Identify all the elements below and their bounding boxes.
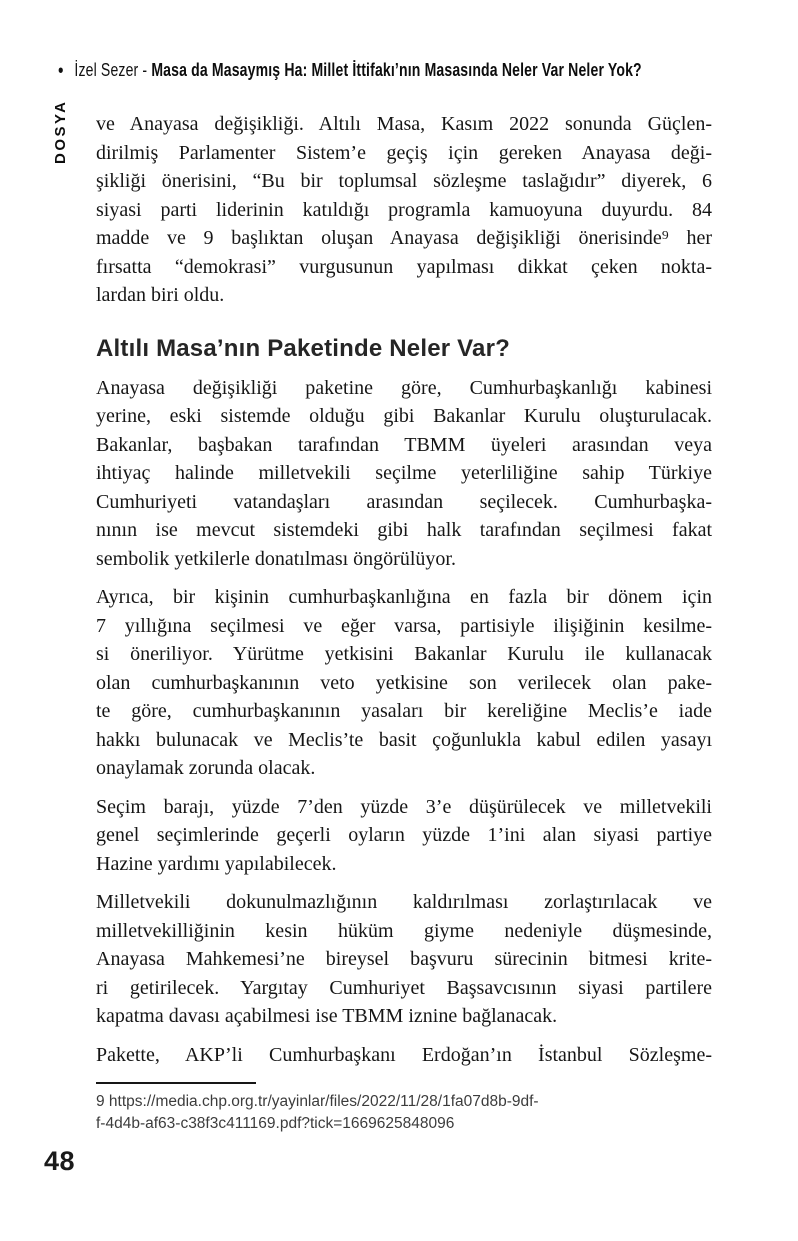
text-line: te göre, cumhurbaşkanının yasaları bir kereliğine Meclis’e iade [96, 700, 712, 722]
article-body [96, 110, 712, 1145]
body-paragraph [96, 888, 712, 1031]
text-line: sembolik yetkilerle donatılması öngörülüyor. [96, 547, 456, 570]
text-line: Anayasa Mahkemesi’ne bireysel başvuru sürecinin bitmesi krite- [96, 948, 712, 970]
footnote-divider [96, 1082, 256, 1084]
body-paragraph [96, 1041, 712, 1070]
text-line: kapatma davası açabilmesi ise TBMM iznine bağlanacak. [96, 1005, 558, 1027]
text-line: Pakette, AKP’li Cumhurbaşkanı Erdoğan’ın İstanbul Sözleşme- [96, 1043, 712, 1066]
text-line: dirilmiş Parlamenter Sistem’e geçiş için gereken Anayasa deği- [96, 141, 712, 164]
body-paragraph [96, 583, 712, 783]
intro-paragraph [96, 110, 712, 310]
text-line: hakkı bulunacak ve Meclis’te basit çoğunlukla kabul edilen yasayı [96, 728, 712, 751]
body-paragraph [96, 793, 712, 879]
text-line: ihtiyaç halinde milletvekili seçilme yeterliliğine sahip Türkiye [96, 462, 712, 484]
footnote-text [96, 1091, 712, 1135]
header-author: İzel Sezer - [74, 60, 152, 80]
text-line: Milletvekili dokunulmazlığının kaldırılması zorlaştırılacak ve [96, 891, 712, 913]
text-line: onaylamak zorunda olacak. [96, 757, 316, 779]
text-line: ve Anayasa değişikliği. Altılı Masa, Kasım 2022 sonunda Güçlen- [96, 113, 712, 135]
text-line: Ayrıca, bir kişinin cumhurbaşkanlığına en fazla bir dönem için [96, 586, 712, 608]
text-line: si öneriliyor. Yürütme yetkisini Bakanlar Kurulu ile kullanacak [96, 643, 712, 665]
text-line: lardan biri oldu. [96, 284, 225, 306]
section-heading: Altılı Masa’nın Paketinde Neler Var? [96, 334, 511, 362]
section-tab-dosya: DOSYA [52, 99, 69, 164]
text-line: Seçim barajı, yüzde 7’den yüzde 3’e düşürülecek ve milletvekili [96, 795, 712, 818]
text-line: yerine, eski sistemde olduğu gibi Bakanlar Kurulu oluşturulacak. [96, 405, 712, 427]
text-line: madde ve 9 başlıktan oluşan Anayasa değişikliği önerisinde⁹ her [96, 227, 712, 249]
text-line: Bakanlar, başbakan tarafından TBMM üyeleri arasından veya [96, 433, 712, 456]
text-line: f-4d4b-af63-c38f3c411169.pdf?tick=1669625848096 [96, 1115, 455, 1132]
text-line: nının ise mevcut sistemdeki gibi halk tarafından seçilmesi fakat [96, 519, 712, 541]
running-header [58, 60, 778, 83]
text-line: ri getirilecek. Yargıtay Cumhuriyet Başsavcısının siyasi partilere [96, 976, 712, 999]
footnote-block [96, 1082, 712, 1135]
text-line: Cumhuriyeti vatandaşları arasından seçilecek. Cumhurbaşka- [96, 490, 712, 513]
header-article-title: Masa da Masaymış Ha: Millet İttifakı’nın Masasında Neler Var Neler Yok? [151, 60, 642, 80]
text-line: genel seçimlerinde geçerli oyların yüzde 1’ini alan siyasi partiye [96, 824, 712, 846]
text-line: olan cumhurbaşkanının veto yetkisine son verilecek olan pake- [96, 671, 712, 694]
text-line: 9 https://media.chp.org.tr/yayinlar/files/2022/11/28/1fa07d8b-9df- [96, 1093, 539, 1110]
text-line: fırsatta “demokrasi” vurgusunun yapılması dikkat çeken nokta- [96, 255, 712, 278]
text-line: şikliği önerisini, “Bu bir toplumsal sözleşme taslağıdır” diyerek, 6 [96, 170, 712, 192]
page-number: 48 [44, 1146, 76, 1176]
body-paragraph [96, 374, 712, 574]
text-line: milletvekilliğinin kesin hüküm giyme nedeniyle düşmesinde, [96, 919, 712, 942]
text-line: Hazine yardımı yapılabilecek. [96, 852, 337, 875]
header-bullet-icon: • [58, 60, 64, 82]
text-line: siyasi parti liderinin katıldığı programla kamuoyuna duyurdu. 84 [96, 198, 712, 221]
text-line: Anayasa değişikliği paketine göre, Cumhurbaşkanlığı kabinesi [96, 376, 712, 399]
text-line: 7 yıllığına seçilmesi ve eğer varsa, partisiyle ilişiğinin kesilme- [96, 614, 712, 637]
